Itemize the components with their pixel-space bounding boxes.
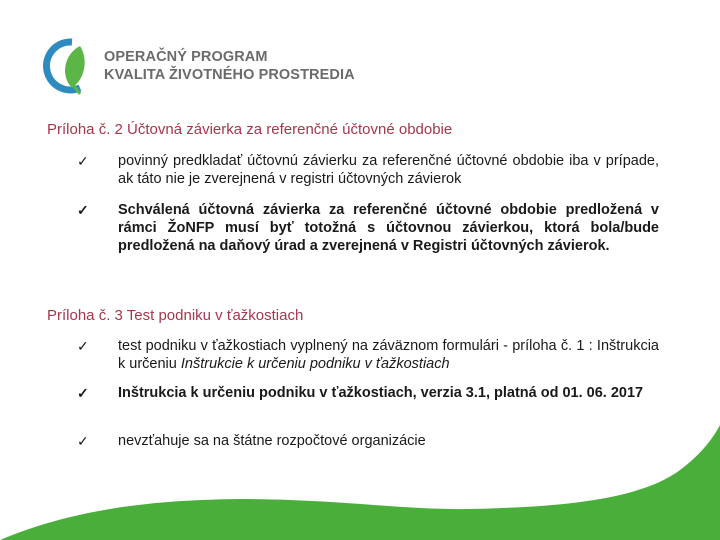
section-heading-priloha-3: Príloha č. 3 Test podniku v ťažkostiach bbox=[47, 307, 304, 324]
item-text: Schválená účtovná závierka za referenčné účtovné obdobie predložená v rámci ŽoNFP musí byť totožná s účtovnou závierkou, ktorá bola/bude predložená na daňový úrad a zverejnená v Registri účtovných závierok. bbox=[118, 202, 659, 254]
item-text-italic: Inštrukcie k určeniu podniku v ťažkostiach bbox=[180, 356, 450, 372]
check-icon: ✓ bbox=[77, 433, 89, 449]
item-text: nevzťahuje sa na štátne rozpočtové organizácie bbox=[118, 433, 426, 449]
check-icon: ✓ bbox=[77, 153, 89, 169]
check-icon: ✓ bbox=[77, 385, 89, 401]
item-text: povinný predkladať účtovnú závierku za referenčné účtovné obdobie iba v prípade, ak táto nie je zverejnená v registri účtovných závierok bbox=[118, 153, 659, 187]
check-icon: ✓ bbox=[77, 202, 89, 218]
item-text: Inštrukcia k určeniu podniku v ťažkostiach, verzia 3.1, platná od 01. 06. 2017 bbox=[118, 385, 644, 401]
check-icon: ✓ bbox=[77, 338, 89, 354]
section-heading-priloha-2: Príloha č. 2 Účtovná závierka za referenčné účtovné obdobie bbox=[47, 121, 453, 138]
logo-line1: OPERAČNÝ PROGRAM bbox=[104, 49, 268, 65]
item-text-plain: test podniku v ťažkostiach vyplnený na záväznom formulári - príloha č. 1 : Inštrukcia k určeniu bbox=[118, 338, 659, 372]
logo-line2: KVALITA ŽIVOTNÉHO PROSTREDIA bbox=[104, 67, 355, 83]
